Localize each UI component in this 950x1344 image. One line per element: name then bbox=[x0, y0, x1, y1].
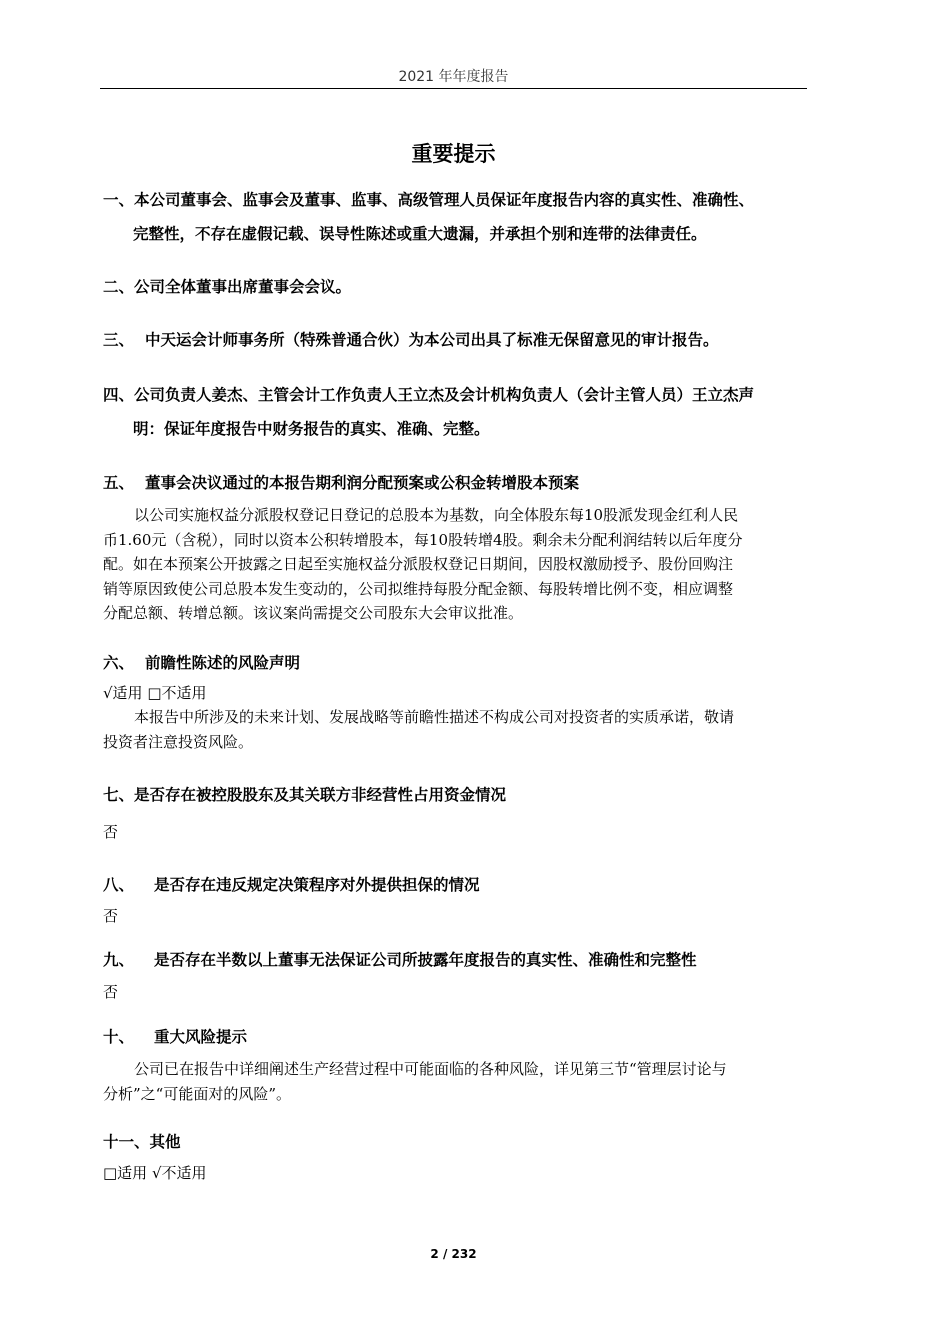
section-6-body-line-2: 投资者注意投资风险。 bbox=[103, 732, 254, 751]
section-8-heading: 是否存在违反规定决策程序对外提供担保的情况 bbox=[154, 876, 480, 894]
section-8-answer: 否 bbox=[103, 907, 119, 925]
section-10-body bbox=[103, 1057, 808, 1106]
section-5-body bbox=[103, 503, 808, 626]
section-9-answer: 否 bbox=[103, 983, 119, 1001]
section-10-number: 十、 bbox=[103, 1028, 135, 1046]
section-3-number: 三、 bbox=[103, 331, 135, 349]
section-11-number: 十一、 bbox=[103, 1133, 150, 1151]
section-10-body-line-2: 分析”之“可能面对的风险”。 bbox=[103, 1084, 292, 1103]
section-4 bbox=[103, 378, 810, 446]
section-7-number: 七、 bbox=[103, 786, 135, 804]
section-5-body-line-3: 配。如在本预案公开披露之日起至实施权益分派股权登记日期间，因股权激励授予、股份回购注 bbox=[103, 555, 734, 573]
header-divider bbox=[100, 88, 807, 89]
section-6-heading: 前瞻性陈述的风险声明 bbox=[145, 654, 301, 672]
section-9-number: 九、 bbox=[103, 951, 135, 969]
section-1-number: 一、 bbox=[103, 191, 135, 209]
section-9-heading: 是否存在半数以上董事无法保证公司所披露年度报告的真实性、准确性和完整性 bbox=[154, 951, 697, 969]
section-2 bbox=[103, 270, 810, 304]
section-2-heading: 公司全体董事出席董事会会议。 bbox=[134, 278, 352, 296]
section-9 bbox=[103, 943, 810, 977]
page-title: 重要提示 bbox=[411, 142, 496, 166]
section-7-heading: 是否存在被控股股东及其关联方非经营性占用资金情况 bbox=[134, 786, 507, 804]
section-7-answer: 否 bbox=[103, 823, 119, 841]
section-5-body-line-5: 分配总额、转增总额。该议案尚需提交公司股东大会审议批准。 bbox=[103, 604, 524, 622]
section-10-body-line-1: 公司已在报告中详细阐述生产经营过程中可能面临的各种风险，详见第三节“管理层讨论与 bbox=[134, 1060, 727, 1078]
section-5-body-line-1: 以公司实施权益分派股权登记日登记的总股本为基数，向全体股东每10股派发现金红利人民 bbox=[134, 506, 739, 524]
section-6 bbox=[103, 646, 810, 680]
section-7 bbox=[103, 778, 810, 812]
section-1-line-1: 本公司董事会、监事会及董事、监事、高级管理人员保证年度报告内容的真实性、准确性、 bbox=[134, 191, 755, 209]
section-10 bbox=[103, 1020, 810, 1054]
section-11-option: □适用 √不适用 bbox=[103, 1164, 207, 1182]
section-4-line-2: 明：保证年度报告中财务报告的真实、准确、完整。 bbox=[133, 420, 490, 438]
section-5-body-line-4: 销等原因致使公司总股本发生变动的，公司拟维持每股分配金额、每股转增比例不变，相应调整 bbox=[103, 579, 734, 598]
section-2-number: 二、 bbox=[103, 278, 135, 296]
section-6-body bbox=[103, 705, 808, 754]
section-1-line-2: 完整性，不存在虚假记载、误导性陈述或重大遗漏，并承担个别和连带的法律责任。 bbox=[133, 225, 707, 243]
section-10-heading: 重大风险提示 bbox=[154, 1028, 248, 1046]
section-8 bbox=[103, 868, 810, 902]
section-11-heading: 其他 bbox=[149, 1133, 181, 1151]
section-6-number: 六、 bbox=[103, 654, 135, 672]
page-number: 2 / 232 bbox=[430, 1247, 477, 1261]
section-3-heading: 中天运会计师事务所（特殊普通合伙）为本公司出具了标准无保留意见的审计报告。 bbox=[145, 331, 719, 349]
section-11 bbox=[103, 1125, 810, 1159]
section-8-number: 八、 bbox=[103, 876, 135, 894]
section-6-body-line-1: 本报告中所涉及的未来计划、发展战略等前瞻性描述不构成公司对投资者的实质承诺，敬请 bbox=[134, 708, 735, 726]
section-3 bbox=[103, 323, 810, 357]
section-1 bbox=[103, 183, 810, 251]
section-4-number: 四、 bbox=[103, 386, 135, 404]
section-5-number: 五、 bbox=[103, 474, 135, 492]
section-5 bbox=[103, 466, 810, 500]
section-4-line-1: 公司负责人姜杰、主管会计工作负责人王立杰及会计机构负责人（会计主管人员）王立杰声 bbox=[134, 386, 755, 404]
section-5-heading: 董事会决议通过的本报告期利润分配预案或公积金转增股本预案 bbox=[145, 474, 580, 492]
section-5-body-line-2: 币1.60元（含税），同时以资本公积转增股本，每10股转增4股。剩余未分配利润结转以后年度分 bbox=[103, 530, 743, 549]
running-header: 2021 年年度报告 bbox=[398, 69, 509, 85]
section-6-option: √适用 □不适用 bbox=[103, 684, 207, 702]
